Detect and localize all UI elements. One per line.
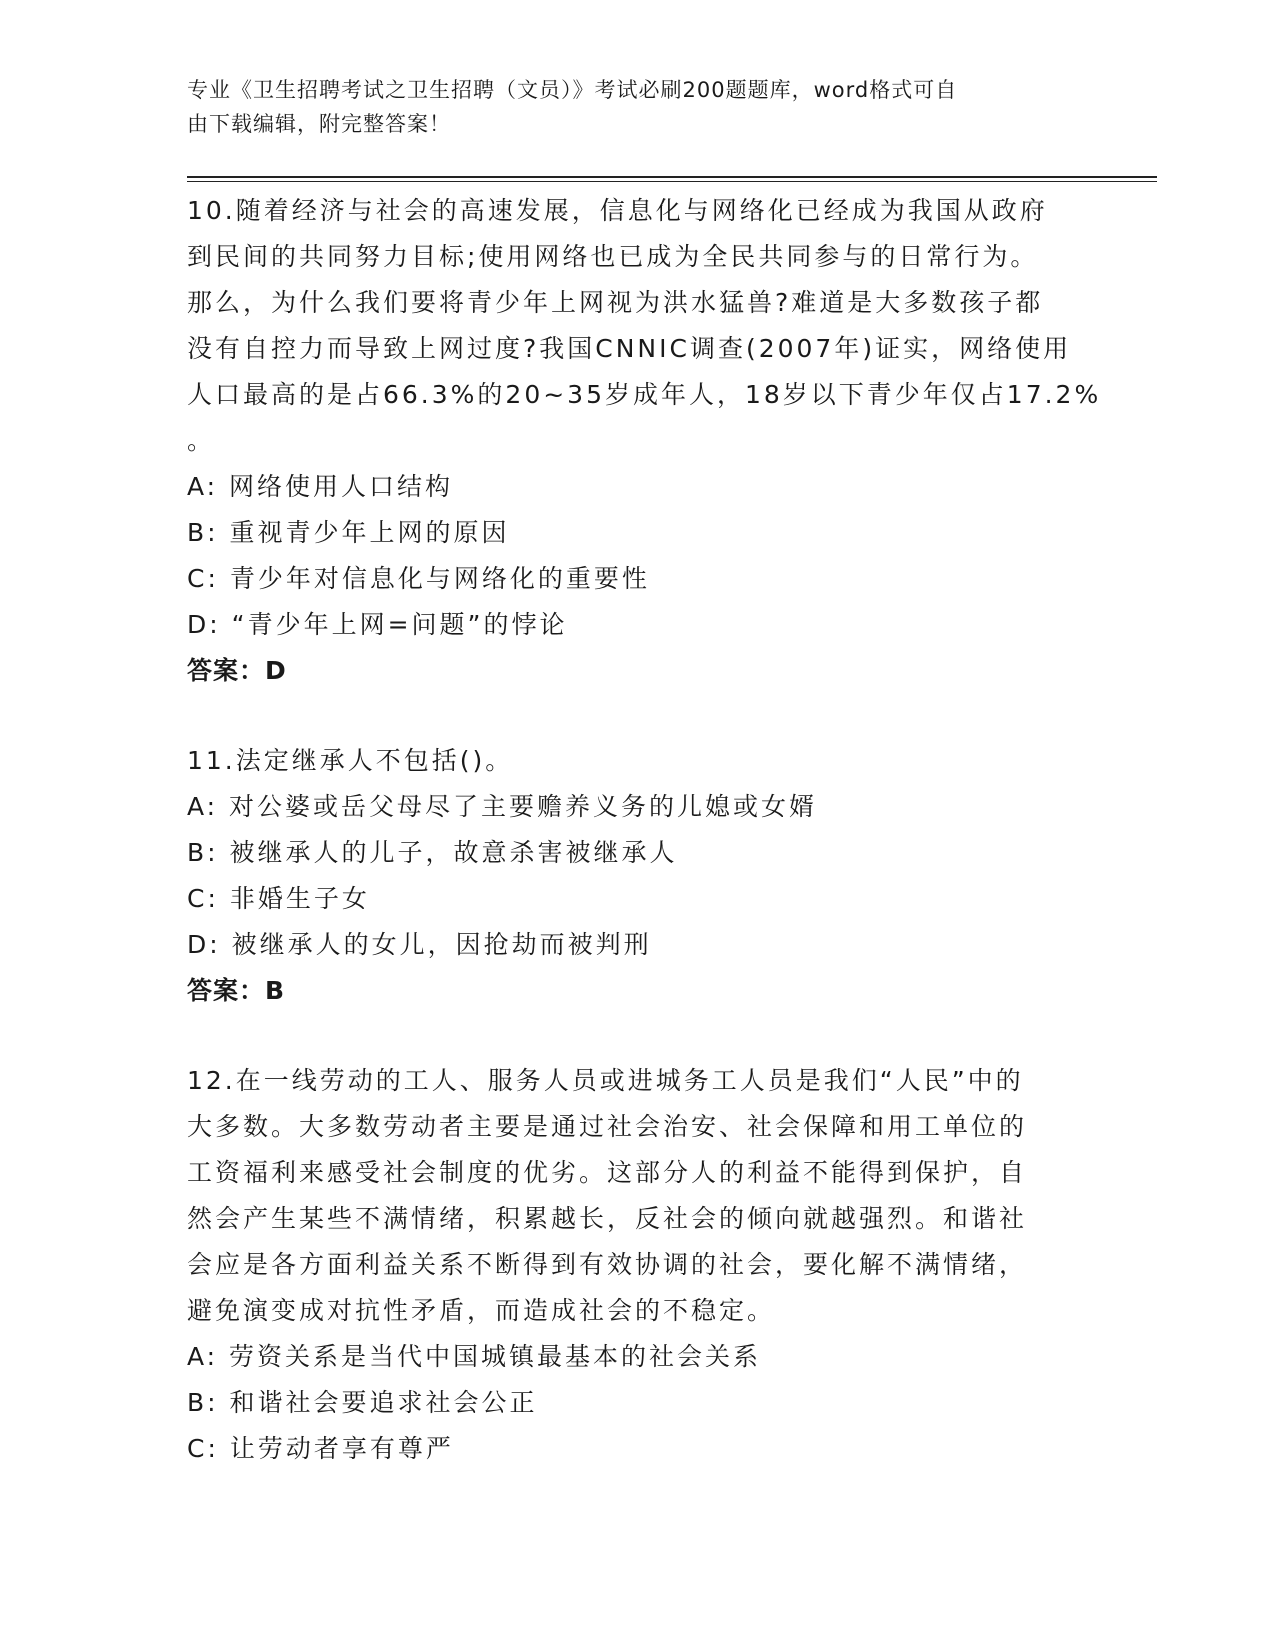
stem-line: 到民间的共同努力目标;使用网络也已成为全民共同参与的日常行为。 — [187, 242, 1039, 271]
option-a: A: 对公婆或岳父母尽了主要赡养义务的儿媳或女婿 — [187, 792, 818, 821]
option-b: B: 重视青少年上网的原因 — [187, 518, 510, 547]
stem-line: 会应是各方面利益关系不断得到有效协调的社会，要化解不满情绪， — [187, 1250, 1028, 1279]
stem-line: 。 — [187, 426, 216, 455]
question-list — [187, 188, 1102, 1516]
answer-label: 答案：B — [187, 976, 286, 1005]
option-b: B: 和谐社会要追求社会公正 — [187, 1388, 538, 1417]
question-stem — [187, 188, 1102, 464]
stem-line: 工资福利来感受社会制度的优劣。这部分人的利益不能得到保护，自 — [187, 1158, 1028, 1187]
stem-line: 那么，为什么我们要将青少年上网视为洪水猛兽?难道是大多数孩子都 — [187, 288, 1044, 317]
stem-line: 大多数。大多数劳动者主要是通过社会治安、社会保障和用工单位的 — [187, 1112, 1028, 1141]
stem-line: 避免演变成对抗性矛盾，而造成社会的不稳定。 — [187, 1296, 776, 1325]
stem-line: 人口最高的是占66.3%的20~35岁成年人，18岁以下青少年仅占17.2% — [187, 380, 1102, 409]
question-stem — [187, 1058, 1087, 1334]
question-10 — [187, 188, 1102, 694]
stem-line: 没有自控力而导致上网过度?我国CNNIC调查(2007年)证实，网络使用 — [187, 334, 1072, 363]
question-stem — [187, 738, 1087, 784]
option-c: C: 青少年对信息化与网络化的重要性 — [187, 564, 650, 593]
option-b: B: 被继承人的儿子，故意杀害被继承人 — [187, 838, 678, 867]
stem-line: 11.法定继承人不包括()。 — [187, 746, 514, 775]
header-line-1: 专业《卫生招聘考试之卫生招聘（文员）》考试必刷200题题库，word格式可自 — [187, 78, 958, 102]
stem-line: 然会产生某些不满情绪，积累越长，反社会的倾向就越强烈。和谐社 — [187, 1204, 1028, 1233]
stem-line: 10.随着经济与社会的高速发展，信息化与网络化已经成为我国从政府 — [187, 196, 1048, 225]
option-d: D: 被继承人的女儿，因抢劫而被判刑 — [187, 930, 652, 959]
option-a: A: 网络使用人口结构 — [187, 472, 454, 501]
header-divider-thin — [187, 181, 1157, 182]
answer-label: 答案：D — [187, 656, 287, 685]
option-d: D: “青少年上网=问题”的悖论 — [187, 610, 568, 639]
option-c: C: 让劳动者享有尊严 — [187, 1434, 454, 1463]
document-header — [187, 73, 1087, 141]
stem-line: 12.在一线劳动的工人、服务人员或进城务工人员是我们“人民”中的 — [187, 1066, 1024, 1095]
question-11 — [187, 738, 1087, 1014]
option-a: A: 劳资关系是当代中国城镇最基本的社会关系 — [187, 1342, 762, 1371]
header-line-2: 由下载编辑，附完整答案！ — [187, 112, 451, 136]
question-12 — [187, 1058, 1087, 1472]
header-divider-thick — [187, 176, 1157, 178]
option-c: C: 非婚生子女 — [187, 884, 370, 913]
